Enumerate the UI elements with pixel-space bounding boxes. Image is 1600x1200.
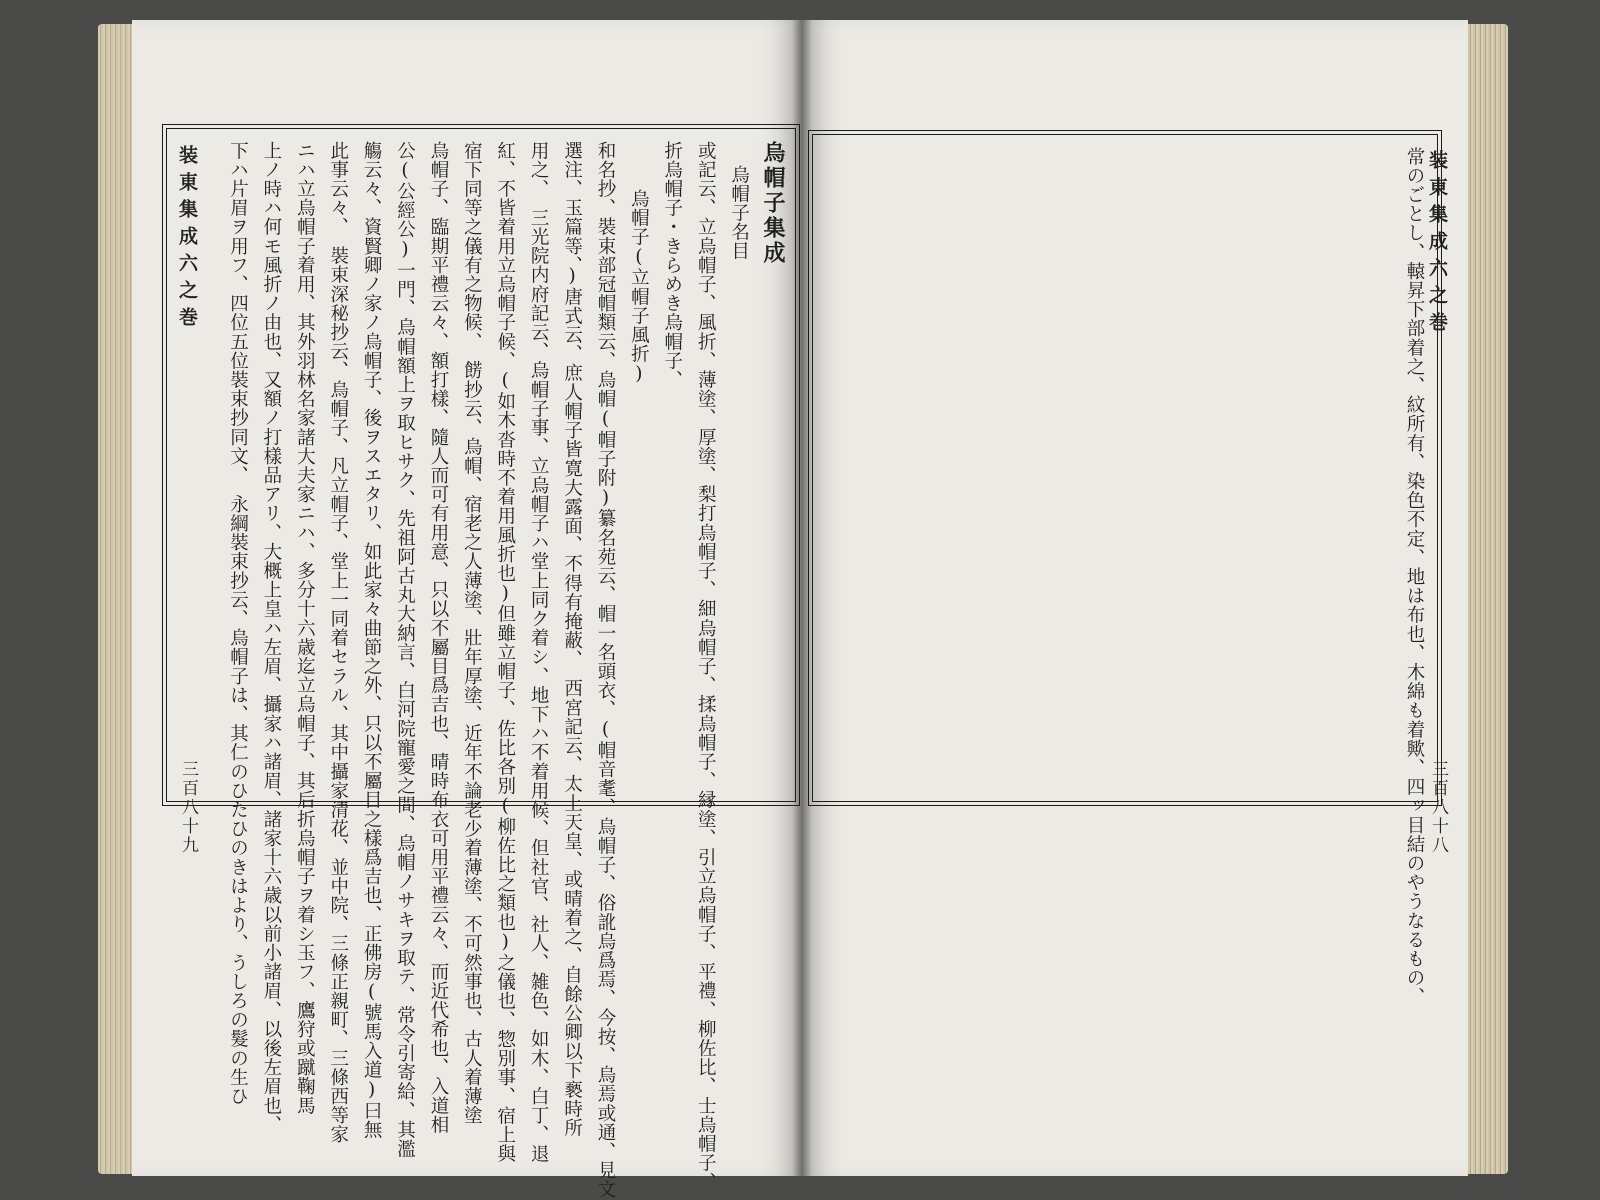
page-edges-left (98, 24, 134, 1174)
page-edges-right (1468, 24, 1508, 1174)
text-line: 烏帽子名目 (728, 165, 750, 261)
text-line: 和名抄、裝束部冠帽類云、烏帽(帽子附)纂名苑云、帽一名頭衣、(帽音耄、烏帽子、俗訛烏爲焉、今按、烏焉或通、見文 (594, 141, 616, 1199)
text-line: 上ノ時ハ何モ風折ノ由也、又額ノ打樣品アリ、大概上皇ハ左眉、攝家ハ諸眉、諸家十六歳以前小諸眉、以後左眉也、 (260, 141, 282, 1135)
text-line: 宿下同等之儀有之物候、 餝抄云、烏帽、宿老之人薄塗、壯年厚塗、近年不論老少着薄塗、不可然事也、古人着薄塗 (461, 141, 483, 1125)
text-line: 紅、不皆着用立烏帽子候、(如木沓時不着用風折也)但雖立帽子、佐比各別(柳佐比之類也)之儀也、惣別事、宿上與 (494, 141, 516, 1164)
text-line: 常のごとし、轅昇下部着之、紋所有、染色不定、地は布也、木綿も着歟、四ッ目結のやうなるもの、 (1404, 147, 1425, 1007)
text-line: 選注、玉篇等、)唐式云、庶人帽子皆寛大露面、不得有掩蔽、 西宮記云、太上天皇、或晴着之、自餘公卿以下褻時所 (561, 141, 583, 1138)
text-line: 公(公經公)一門、烏帽額上ヲ取ヒサク、先祖阿古丸大納言、白河院寵愛之間、烏帽ノサキヲ取テ、常令引寄給、其濫 (394, 141, 416, 1159)
text-line: 此事云々、 裝束深秘抄云、烏帽子、凡立帽子、堂上一同着セラル、其中攝家清花、並中院、三條正親町、三條西等家 (327, 141, 349, 1145)
page-number-left: 三百八十九 (178, 760, 198, 855)
text-line: 下ハ片眉ヲ用フ、四位五位裝束抄同文、 永綱裝束抄云、烏帽子は、其仁のひたひのきはより、うしろの髮の生ひ (227, 141, 249, 1106)
text-line: 觴云々、資賢卿ノ家ノ烏帽子、後ヲスエタリ、如此家々曲節之外、只以不屬目之樣爲吉也、正佛房(號馬入道)曰無 (361, 141, 383, 1140)
text-line: 或記云、立烏帽子、風折、薄塗、厚塗、梨打烏帽子、細烏帽子、揉烏帽子、縁塗、引立烏帽子、平禮、柳佐比、士烏帽子、 (695, 141, 717, 1192)
text-line: 烏帽子集成 (760, 141, 786, 266)
page-number-right: 三百八十八 (1428, 760, 1448, 855)
text-line: 折烏帽子・きらめき烏帽子、 (661, 141, 683, 390)
text-line: 用之、 三光院内府記云、烏帽子事、立烏帽子ハ堂上同ク着シ、地下ハ不着用候、但社官、社人、雑色、如木、白丁、退 (528, 141, 550, 1164)
text-line: 烏帽子(立帽子風折) (628, 189, 650, 385)
text-body-right (817, 147, 1431, 1007)
text-line: 烏帽子、臨期平禮云々、額打樣、隨人而可有用意、只以不屬目爲吉也、晴時布衣可用平禮云々、而近代希也、入道相 (427, 141, 449, 1135)
running-header-left: 装東集成六之巻 (176, 145, 198, 334)
open-book (98, 18, 1508, 1199)
running-header-right: 装東集成六之巻 (1426, 150, 1448, 339)
text-line: ニハ立烏帽子着用、其外羽林名家諸大夫家ニハ、多分十六歳迄立烏帽子、其后折烏帽子ヲ着シ玉フ、鷹狩或蹴鞠馬 (294, 141, 316, 1116)
